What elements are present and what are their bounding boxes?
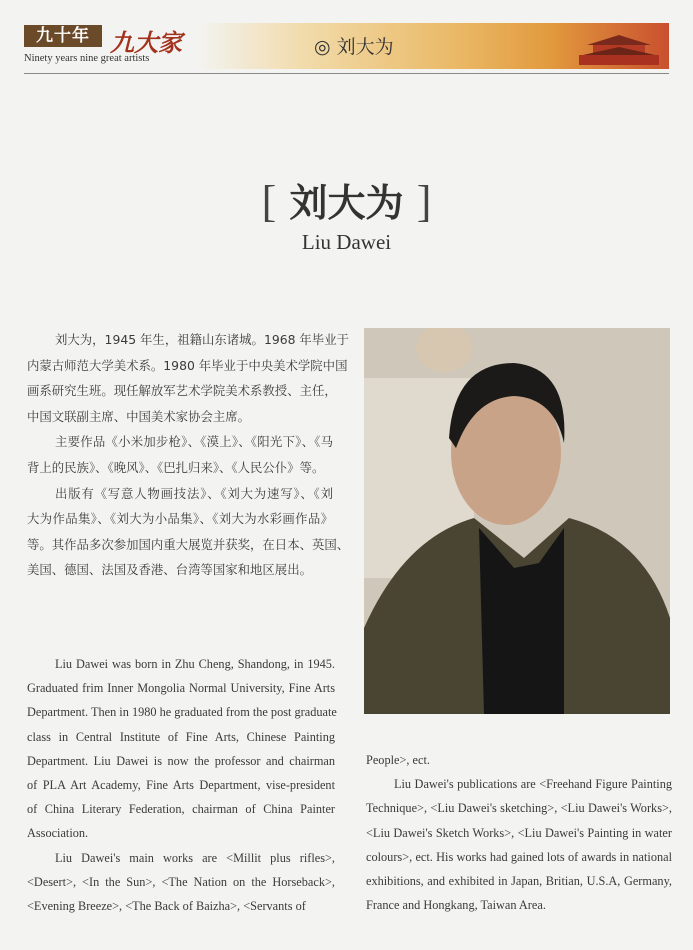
brand-logo-script: 九大家 — [110, 28, 182, 57]
bio-english-right — [366, 748, 672, 917]
text-line: 出版有《写意人物画技法》、《刘大为速写》、《刘 — [55, 485, 333, 501]
text-line: 主要作品《小米加步枪》、《漠上》、《阳光下》、《马 — [55, 434, 333, 450]
text-line: of PLA Art Academy, Fine Arts Department, vise-president — [27, 778, 335, 793]
text-line: of China Literary Federation, chairman of China Painter — [27, 802, 335, 817]
brand-subtitle: Ninety years nine great artists — [24, 53, 150, 64]
text-line: Liu Dawei was born in Zhu Cheng, Shandong, in 1945. — [55, 657, 335, 671]
text-line: People>, ect. — [366, 753, 430, 767]
bracket-close: ] — [416, 177, 432, 226]
text-line: France and Hongkang, Taiwan Area. — [366, 898, 546, 913]
text-line: class in Central Institute of Fine Arts, Chinese Painting — [27, 729, 335, 744]
text-line: exhibitions, and exhibited in Japan, Britian, U.S.A, Germany, — [366, 874, 672, 889]
text-line: Technique>, <Liu Dawei's sketching>, <Liu Dawei's Works>, — [366, 801, 672, 816]
bio-chinese — [27, 327, 350, 583]
header-divider — [24, 73, 669, 74]
bracket-open: [ — [261, 177, 277, 226]
text-line: 背上的民族》、《晚风》、《巴扎归来》、《人民公仆》等。 — [27, 459, 325, 475]
bio-english-left — [27, 652, 335, 918]
text-line: Association. — [27, 826, 89, 841]
text-line: Liu Dawei's main works are <Millit plus rifles>, — [55, 850, 335, 865]
text-line: 刘大为，1945 年生，祖籍山东诸城。1968 年毕业于 — [55, 332, 349, 347]
page-title — [0, 172, 693, 227]
text-line: colours>, ect. His works had gained lots of awards in national — [366, 849, 672, 864]
text-line: 中国文联副主席、中国美术家协会主席。 — [27, 408, 251, 424]
text-line: Liu Dawei's publications are <Freehand Figure Painting — [394, 777, 672, 792]
text-line: 内蒙古师范大学美术系。1980 年毕业于中央美术学院中国 — [27, 357, 348, 373]
text-line: Department. Liu Dawei is now the professor and chairman — [27, 753, 335, 768]
text-line: Department. Then in 1980 he graduated from the post graduate — [27, 705, 337, 720]
header-banner — [24, 23, 669, 69]
text-line: 画系研究生班。现任解放军艺术学院美术系教授、主任， — [27, 383, 337, 399]
text-line: 等。其作品多次参加国内重大展览并获奖，在日本、英国、 — [27, 536, 350, 552]
text-line: 美国、德国、法国及香港、台湾等国家和地区展出。 — [27, 562, 312, 578]
text-line: <Desert>, <In the Sun>, <The Nation on the Horseback>, — [27, 874, 335, 889]
text-line: Graduated frim Inner Mongolia Normal University, Fine Arts — [27, 681, 335, 696]
text-line: <Evening Breeze>, <The Back of Baizha>, <Servants of — [27, 899, 306, 914]
title-name-en: Liu Dawei — [301, 230, 392, 254]
brand-logo-box: 九十年 — [24, 25, 102, 47]
text-line: 大为作品集》、《刘大为小品集》、《刘大为水彩画作品》 — [27, 511, 333, 527]
banner-strip — [194, 23, 669, 69]
palace-illustration — [579, 31, 659, 65]
title-name-zh: 刘大为 — [289, 181, 404, 225]
text-line: <Liu Dawei's Sketch Works>, <Liu Dawei's Painting in water — [366, 825, 672, 840]
portrait-photo — [364, 328, 670, 714]
section-title: ◎ 刘大为 — [314, 36, 394, 58]
